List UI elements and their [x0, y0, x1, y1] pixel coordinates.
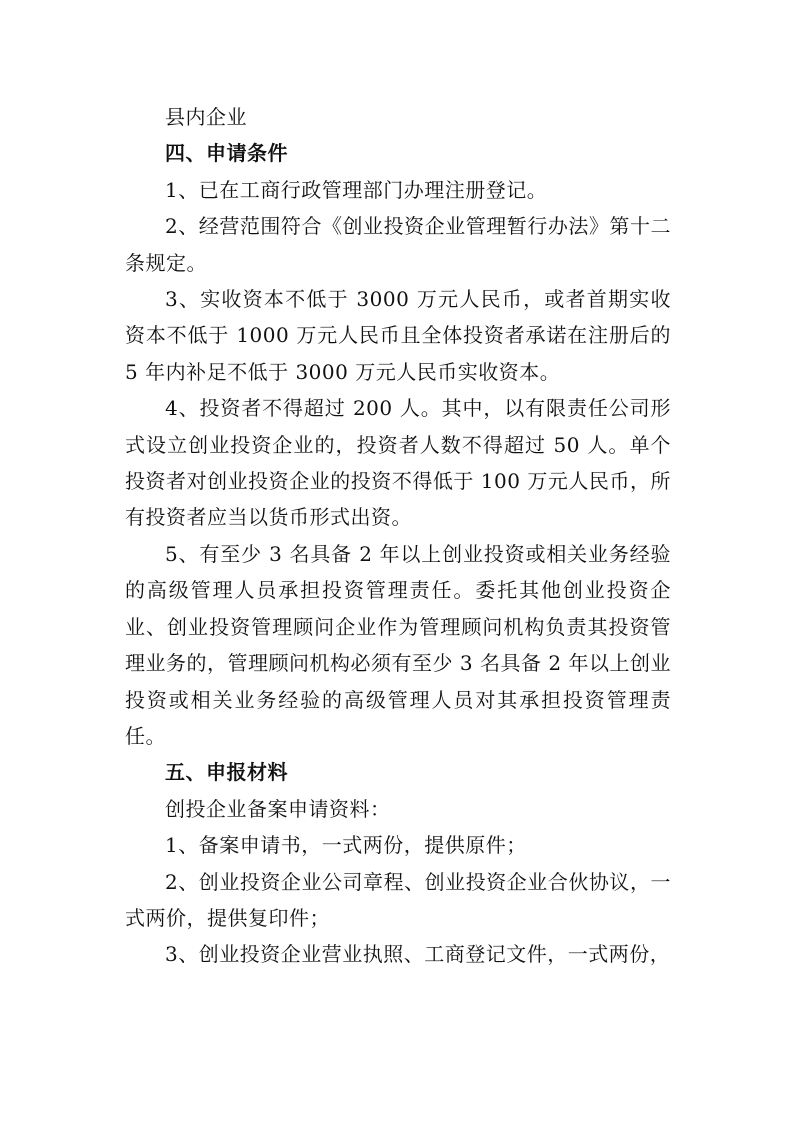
condition-5: 5、有至少 3 名具备 2 年以上创业投资或相关业务经验的高级管理人员承担投资管理责任。委托其他创业投资企业、创业投资管理顾问企业作为管理顾问机构负责其投资管理业务的，管理顾问机构必须有至少 3 名具备 2 年以上创业投资或相关业务经验的高级管理人员对其承担投资管理责任。	[125, 541, 671, 748]
section-5-heading: 五、申报材料	[165, 760, 288, 785]
condition-1: 1、已在工商行政管理部门办理注册登记。	[165, 177, 548, 202]
condition-3: 3、实收资本不低于 3000 万元人民币，或者首期实收资本不低于 1000 万元人民币且全体投资者承诺在注册后的 5 年内补足不低于 3000 万元人民币实收资本。	[125, 287, 671, 384]
section-4-heading: 四、申请条件	[165, 141, 288, 166]
document-body	[125, 99, 671, 973]
material-3: 3、创业投资企业营业执照、工商登记文件，一式两份，	[165, 942, 671, 967]
materials-intro: 创投企业备案申请资料：	[165, 796, 391, 821]
intro-line: 县内企业	[165, 105, 247, 129]
material-1: 1、备案申请书，一式两份，提供原件；	[165, 833, 527, 858]
material-2: 2、创业投资企业公司章程、创业投资企业合伙协议，一式两价，提供复印件；	[125, 869, 671, 930]
condition-4: 4、投资者不得超过 200 人。其中，以有限责任公司形式设立创业投资企业的，投资者人数不得超过 50 人。单个投资者对创业投资企业的投资不得低于 100 万元人民币，所有投资者应当以货币形式出资。	[125, 396, 671, 530]
condition-2: 2、经营范围符合《创业投资企业管理暂行办法》第十二条规定。	[125, 214, 671, 275]
